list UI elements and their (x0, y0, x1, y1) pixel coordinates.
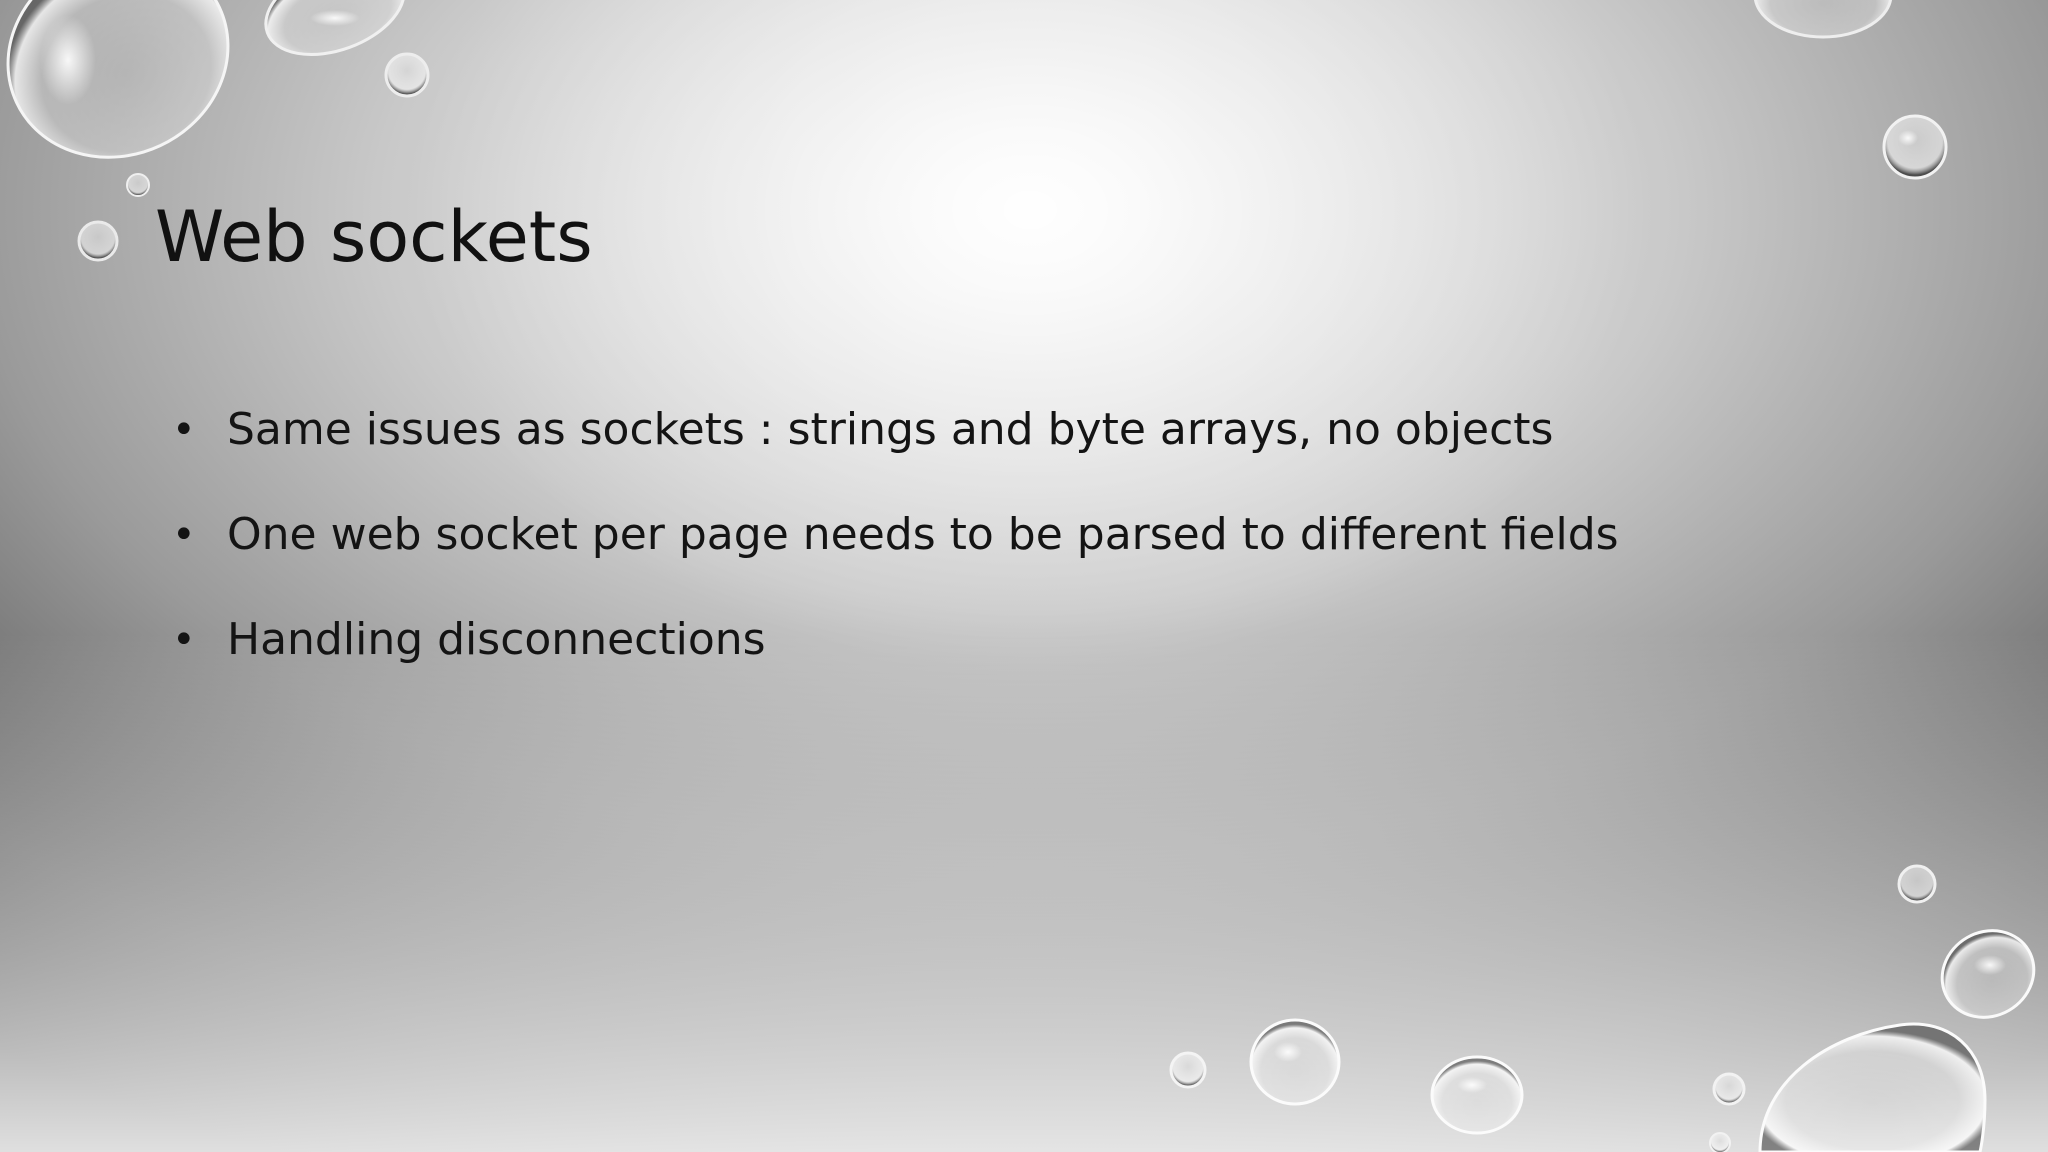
droplet-icon (1432, 1057, 1522, 1133)
bullet-icon: • (172, 512, 196, 558)
droplet-icon (1884, 116, 1946, 178)
droplet-icon (1251, 1020, 1339, 1104)
droplet-icon (0, 0, 262, 193)
bullet-list (170, 400, 1619, 715)
droplet-icon (1760, 1024, 1985, 1152)
slide-title: Web sockets (155, 196, 593, 278)
droplet-icon (1755, 0, 1891, 37)
droplet-icon (79, 222, 117, 260)
bullet-text: Handling disconnections (227, 614, 766, 665)
droplet-icon (1710, 1133, 1730, 1152)
droplet-icon (386, 54, 428, 96)
bullet-icon: • (172, 407, 196, 453)
bullet-text: One web socket per page needs to be parsed to different fields (227, 509, 1619, 560)
bullet-text: Same issues as sockets : strings and byte arrays, no objects (227, 404, 1554, 455)
droplet-icon (1171, 1053, 1205, 1087)
list-item (170, 505, 1619, 610)
bullet-icon: • (172, 617, 196, 663)
droplet-icon (127, 174, 149, 196)
list-item (170, 610, 1619, 715)
droplet-icon (1926, 914, 2048, 1034)
droplet-icon (1899, 866, 1935, 902)
droplet-icon (1714, 1074, 1744, 1104)
list-item (170, 400, 1619, 505)
